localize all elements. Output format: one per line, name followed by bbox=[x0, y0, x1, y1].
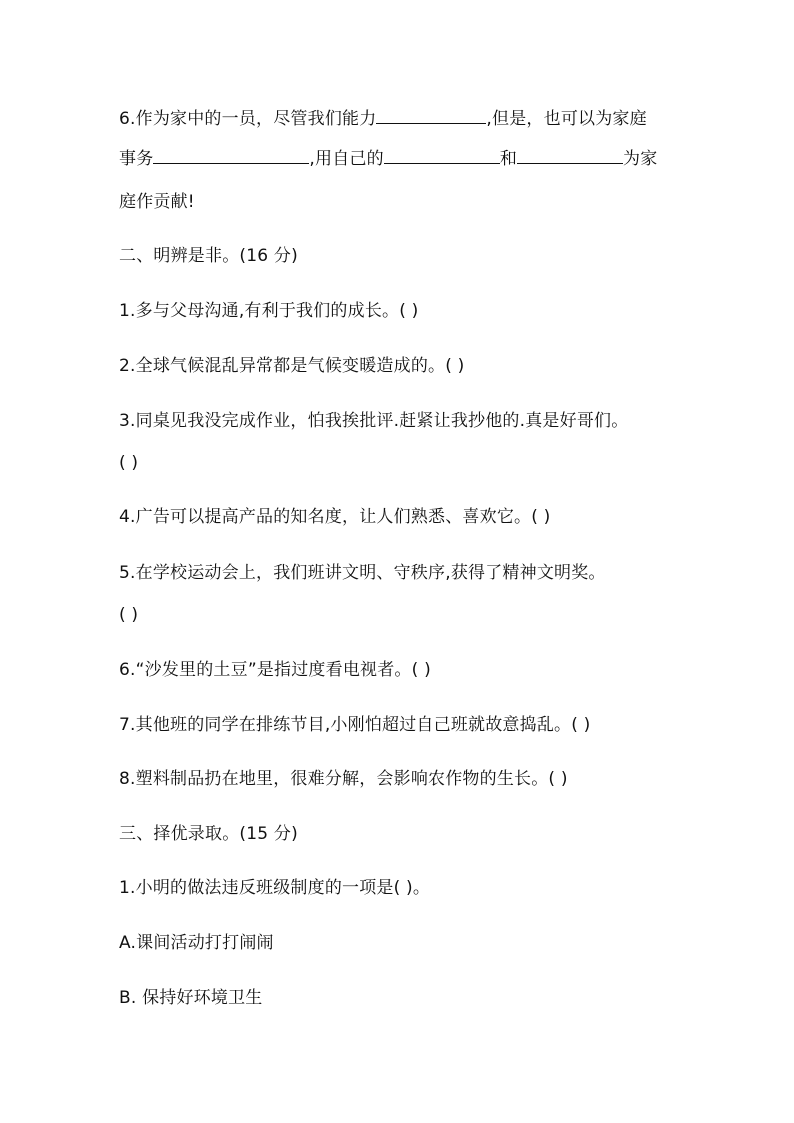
s2-item-5: 5.在学校运动会上，我们班讲文明、守秩序,获得了精神文明奖。 bbox=[119, 563, 606, 583]
s3-q1-option-a: A.课间活动打打闹闹 bbox=[119, 933, 274, 953]
s2-item-1: 1.多与父母沟通,有利于我们的成长。( ) bbox=[119, 301, 419, 321]
s2-item-7: 7.其他班的同学在排练节目,小刚怕超过自己班就故意捣乱。( ) bbox=[119, 715, 591, 735]
s3-q1-stem: 1.小明的做法违反班级制度的一项是( )。 bbox=[119, 878, 431, 898]
q6-blank-1 bbox=[376, 106, 486, 124]
q6-blank-3 bbox=[384, 146, 500, 164]
q6-text-2c: 和 bbox=[499, 149, 518, 169]
q6-line-2 bbox=[119, 146, 657, 171]
section3-heading: 三、择优录取。(15 分) bbox=[119, 824, 298, 844]
q6-text-2d: 为家 bbox=[623, 149, 658, 169]
s2-item-2: 2.全球气候混乱异常都是气候变暖造成的。( ) bbox=[119, 356, 465, 376]
q6-blank-4 bbox=[517, 146, 623, 164]
q6-line-1 bbox=[119, 106, 647, 131]
s2-item-5-paren: ( ) bbox=[119, 605, 139, 625]
q6-blank-2 bbox=[153, 146, 309, 164]
q6-text-1b: ,但是，也可以为家庭 bbox=[486, 109, 647, 129]
q6-text-2b: ,用自己的 bbox=[309, 149, 384, 169]
q6-line-3: 庭作贡献! bbox=[119, 192, 195, 212]
s2-item-4: 4.广告可以提高产品的知名度，让人们熟悉、喜欢它。( ) bbox=[119, 507, 551, 527]
s2-item-8: 8.塑料制品扔在地里，很难分解，会影响农作物的生长。( ) bbox=[119, 769, 568, 789]
section2-heading: 二、明辨是非。(16 分) bbox=[119, 246, 298, 266]
s2-item-3-paren: ( ) bbox=[119, 453, 139, 473]
s2-item-3: 3.同桌见我没完成作业，怕我挨批评.赶紧让我抄他的.真是好哥们。 bbox=[119, 411, 629, 431]
s3-q1-option-b: B. 保持好环境卫生 bbox=[119, 988, 263, 1008]
q6-text-2a: 事务 bbox=[119, 149, 154, 169]
q6-text-1a: 6.作为家中的一员，尽管我们能力 bbox=[119, 109, 377, 129]
s2-item-6: 6.“沙发里的土豆”是指过度看电视者。( ) bbox=[119, 660, 431, 680]
